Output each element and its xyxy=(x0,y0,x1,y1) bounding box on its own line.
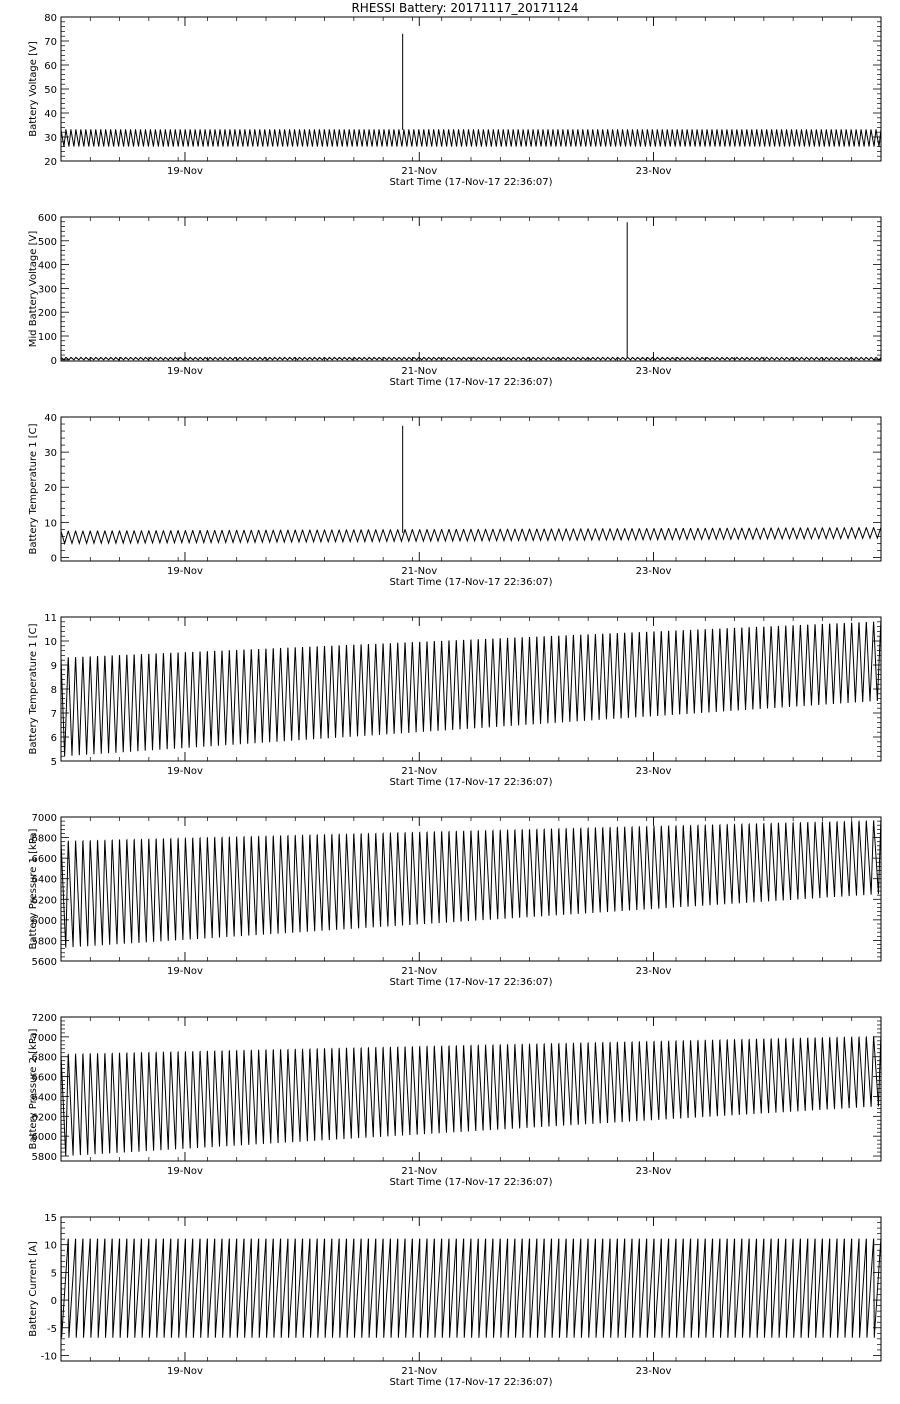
y-axis-label: Battery Current [A] xyxy=(28,1241,39,1337)
x-tick-label: 21-Nov xyxy=(401,566,438,577)
y-tick-label: 600 xyxy=(37,213,57,224)
y-tick-label: 6800 xyxy=(31,833,57,845)
y-tick-label: 500 xyxy=(37,236,57,248)
x-axis-label: Start Time (17-Nov-17 22:36:07) xyxy=(389,1177,553,1188)
y-tick-label: -10 xyxy=(40,1351,57,1363)
y-tick-label: 6400 xyxy=(31,1092,57,1104)
y-tick-label: 300 xyxy=(37,284,57,296)
x-tick-label: 23-Nov xyxy=(635,766,672,777)
y-tick-label: 40 xyxy=(44,109,57,120)
y-tick-label: 5 xyxy=(50,1268,57,1280)
series-line-1 xyxy=(61,1239,881,1338)
x-tick-label: 23-Nov xyxy=(635,566,672,577)
y-tick-label: 6600 xyxy=(31,1072,57,1084)
x-axis-label: Start Time (17-Nov-17 22:36:07) xyxy=(389,977,553,988)
y-tick-label: 50 xyxy=(44,85,57,96)
x-tick-label: 23-Nov xyxy=(635,966,672,977)
y-axis-label: Battery Temperature 1 [C] xyxy=(28,423,39,555)
x-tick-label: 19-Nov xyxy=(167,166,203,177)
y-tick-label: 15 xyxy=(44,1213,57,1224)
y-axis-label: Battery Temperature 1 [C] xyxy=(28,623,39,755)
y-tick-label: 6200 xyxy=(31,895,57,907)
y-tick-label: 30 xyxy=(44,448,57,460)
y-tick-label: 0 xyxy=(50,1296,57,1308)
figure-title: RHESSI Battery: 20171117_20171124 xyxy=(351,1,579,15)
y-tick-label: 0 xyxy=(50,355,57,367)
series-line-1 xyxy=(61,528,881,544)
x-tick-label: 21-Nov xyxy=(401,1366,438,1377)
y-tick-label: 6600 xyxy=(31,854,57,866)
chart-panel-1 xyxy=(28,13,881,188)
y-axis-label: Battery Voltage [V] xyxy=(28,41,39,137)
y-tick-label: 20 xyxy=(44,483,57,495)
series-line-1 xyxy=(61,130,881,147)
y-tick-label: 60 xyxy=(44,61,57,72)
x-tick-label: 19-Nov xyxy=(167,566,203,577)
y-tick-label: 400 xyxy=(37,260,57,272)
y-tick-label: 9 xyxy=(50,661,57,672)
x-tick-label: 21-Nov xyxy=(401,366,438,377)
x-axis-label: Start Time (17-Nov-17 22:36:07) xyxy=(389,1377,553,1388)
series-line-1 xyxy=(61,821,881,948)
x-axis-label: Start Time (17-Nov-17 22:36:07) xyxy=(389,777,553,788)
x-tick-label: 23-Nov xyxy=(635,166,672,177)
y-tick-label: 5800 xyxy=(31,936,57,948)
x-tick-label: 19-Nov xyxy=(167,766,203,777)
y-tick-label: 10 xyxy=(44,1240,57,1252)
y-tick-label: 7200 xyxy=(31,1013,57,1024)
y-tick-label: 10 xyxy=(44,637,57,648)
x-axis-label: Start Time (17-Nov-17 22:36:07) xyxy=(389,377,553,388)
chart-panel-2 xyxy=(28,213,881,388)
y-tick-label: 30 xyxy=(44,133,57,144)
y-tick-label: 6 xyxy=(50,733,57,744)
y-tick-label: 11 xyxy=(44,613,57,624)
y-tick-label: 100 xyxy=(37,332,57,344)
y-tick-label: 6200 xyxy=(31,1112,57,1124)
x-tick-label: 21-Nov xyxy=(401,766,438,777)
y-tick-label: -5 xyxy=(47,1323,57,1335)
x-axis-label: Start Time (17-Nov-17 22:36:07) xyxy=(389,177,553,188)
x-tick-label: 19-Nov xyxy=(167,966,203,977)
y-axis-label: Battery Pressure 1 [kPa] xyxy=(28,828,39,950)
y-tick-label: 7000 xyxy=(31,1032,57,1044)
y-tick-label: 7 xyxy=(50,709,57,720)
y-tick-label: 6400 xyxy=(31,874,57,886)
x-tick-label: 21-Nov xyxy=(401,166,438,177)
chart-panel-7 xyxy=(28,1213,881,1388)
x-tick-label: 19-Nov xyxy=(167,366,203,377)
y-tick-label: 5 xyxy=(50,757,57,768)
series-line-1 xyxy=(61,622,881,756)
y-tick-label: 70 xyxy=(44,37,57,48)
x-tick-label: 23-Nov xyxy=(635,1166,672,1177)
series-line-1 xyxy=(61,1037,881,1156)
y-tick-label: 80 xyxy=(44,13,57,24)
y-tick-label: 7000 xyxy=(31,813,57,824)
y-tick-label: 5800 xyxy=(31,1152,57,1164)
x-tick-label: 21-Nov xyxy=(401,1166,438,1177)
y-tick-label: 10 xyxy=(44,518,57,530)
plot-frame xyxy=(61,217,881,361)
y-tick-label: 6000 xyxy=(31,915,57,927)
y-tick-label: 40 xyxy=(44,413,57,424)
y-tick-label: 6800 xyxy=(31,1052,57,1064)
y-tick-label: 20 xyxy=(44,157,57,168)
y-tick-label: 200 xyxy=(37,308,57,320)
x-tick-label: 19-Nov xyxy=(167,1166,203,1177)
y-tick-label: 6000 xyxy=(31,1132,57,1144)
y-axis-label: Battery Pressure 2 [kPa] xyxy=(28,1028,39,1150)
chart-panel-4 xyxy=(28,613,881,788)
chart-panel-3 xyxy=(28,413,881,588)
plot-frame xyxy=(61,417,881,561)
x-axis-label: Start Time (17-Nov-17 22:36:07) xyxy=(389,577,553,588)
y-axis-label: Mid Battery Voltage [V] xyxy=(28,230,39,348)
x-tick-label: 21-Nov xyxy=(401,966,438,977)
y-tick-label: 0 xyxy=(50,553,57,565)
x-tick-label: 23-Nov xyxy=(635,1366,672,1377)
y-tick-label: 5600 xyxy=(31,957,57,968)
x-tick-label: 19-Nov xyxy=(167,1366,203,1377)
x-tick-label: 23-Nov xyxy=(635,366,672,377)
chart-panel-6 xyxy=(28,1013,881,1188)
chart-panel-5 xyxy=(28,813,881,988)
y-tick-label: 8 xyxy=(50,685,57,696)
